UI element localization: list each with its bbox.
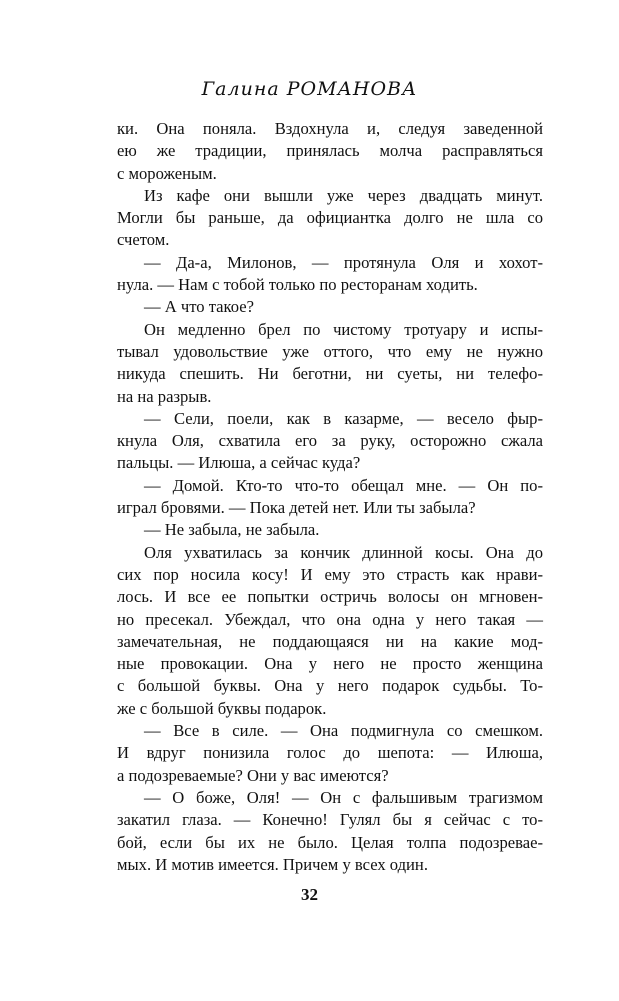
text-line: — А что такое?: [144, 297, 254, 317]
running-header-author: Галина РОМАНОВА: [201, 78, 418, 100]
text-line: играл бровями. — Пока детей нет. Или ты забыла?: [117, 498, 476, 518]
text-line: — Да-а, Милонов, — протянула Оля и хохот-: [144, 252, 543, 272]
text-line: — О боже, Оля! — Он с фальшивым трагизмом: [144, 787, 543, 807]
text-line: — Все в силе. — Она подмигнула со смешком.: [144, 721, 543, 741]
text-line: — Домой. Кто-то что-то обещал мне. — Он по-: [144, 475, 543, 495]
text-line: — Сели, поели, как в казарме, — весело фыр-: [144, 408, 543, 428]
text-line: нула. — Нам с тобой только по ресторанам ходить.: [117, 275, 478, 295]
text-line: Оля ухватилась за кончик длинной косы. Она до: [144, 542, 543, 562]
text-line: И вдруг понизила голос до шепота: — Илюша,: [117, 743, 543, 763]
text-line: Он медленно брел по чистому тротуару и испы-: [144, 319, 543, 339]
text-line: замечательная, не поддающаяся ни на какие мод-: [117, 631, 543, 651]
text-line: но пресекал. Убеждал, что она одна у него такая —: [117, 609, 543, 629]
text-line: кнула Оля, схватила его за руку, осторожно сжала: [117, 431, 543, 451]
text-line: ные провокации. Она у него не просто женщина: [117, 654, 543, 674]
text-line: ки. Она поняла. Вздохнула и, следуя заведенной: [117, 119, 543, 138]
text-line: Могли бы раньше, да официантка долго не шла со: [117, 208, 543, 228]
body-text: [117, 118, 543, 876]
text-line: никуда спешить. Ни беготни, ни суеты, ни телефо-: [117, 364, 543, 384]
text-line: Из кафе они вышли уже через двадцать минут.: [144, 185, 543, 205]
text-line: с большой буквы. Она у него подарок судьбы. То-: [117, 676, 543, 696]
text-line: бой, если бы их не было. Целая толпа подозревае-: [117, 832, 543, 852]
text-line: на на разрыв.: [117, 386, 212, 406]
text-line: же с большой буквы подарок.: [117, 698, 327, 718]
text-line: закатил глаза. — Конечно! Гулял бы я сейчас с то-: [117, 810, 543, 830]
text-line: а подозреваемые? Они у вас имеются?: [117, 765, 389, 785]
text-line: — Не забыла, не забыла.: [144, 520, 320, 540]
text-line: ею же традиции, принялась молча расправляться: [117, 141, 543, 161]
page-number: 32: [301, 885, 318, 904]
text-line: пальцы. — Илюша, а сейчас куда?: [117, 453, 361, 473]
text-line: мых. И мотив имеется. Причем у всех один.: [117, 854, 428, 874]
text-line: лось. И все ее попытки остричь волосы он мгновен-: [117, 587, 543, 607]
text-line: счетом.: [117, 230, 170, 250]
text-line: сих пор носила косу! И ему это страсть как нрави-: [117, 564, 543, 584]
text-line: с мороженым.: [117, 163, 217, 183]
text-line: тывал удовольствие уже оттого, что ему не нужно: [117, 341, 543, 361]
